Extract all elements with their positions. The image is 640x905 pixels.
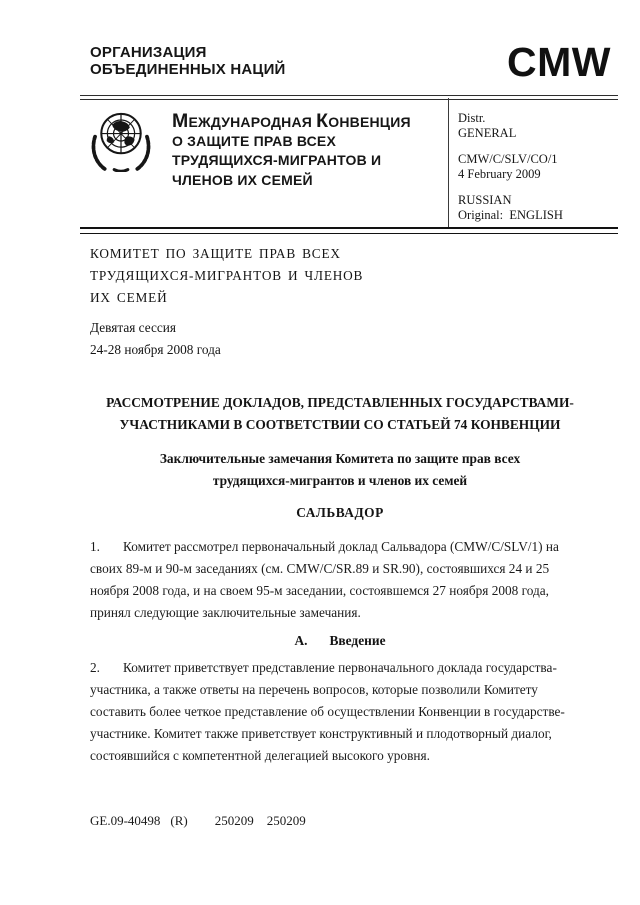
report-title bbox=[90, 392, 590, 436]
session-dates: 24-28 ноября 2008 года bbox=[90, 342, 221, 357]
footer-code-1: 250209 bbox=[214, 813, 254, 828]
committee-line1: КОМИТЕТ ПО ЗАЩИТЕ ПРАВ ВСЕХ bbox=[90, 246, 341, 261]
document-series-symbol: CMW bbox=[507, 39, 611, 85]
horizontal-rule-thick bbox=[80, 227, 618, 234]
distr-value: GENERAL bbox=[458, 125, 517, 140]
report-subtitle bbox=[90, 448, 590, 492]
report-title-line2: УЧАСТНИКАМИ В СООТВЕТСТВИИ СО СТАТЬЕЙ 74 КОНВЕНЦИИ bbox=[119, 417, 561, 432]
paragraph-1-text: Комитет рассмотрел первоначальный доклад Сальвадора (CMW/C/SLV/1) на своих 89-м и 90-м заседаниях (см. CMW/C/SR.89 и SR.90), состоявшихся 24 и 25 ноября 2008 года, и на своем 95-м заседании, состоявшемся 27 ноября 2008 года, принял следующие заключительные замечания. bbox=[90, 539, 559, 620]
distr-group bbox=[458, 111, 563, 140]
committee-line3: ИХ СЕМЕЙ bbox=[90, 290, 168, 305]
paragraph-1-number: 1. bbox=[90, 539, 100, 554]
title-initial-m: М bbox=[172, 110, 189, 132]
un-organization-name bbox=[90, 45, 286, 78]
paragraph-2-text: Комитет приветствует представление первоначального доклада государства-участника, а также ответы на перечень вопросов, которые позволили Комитету составить более четкое представление об осуществлении Конвенции в государстве-участнике. Комитет также приветствует конструктивный и плодотворный диалог, состоявшийся с компетентной делегацией высокого уровня. bbox=[90, 660, 565, 763]
org-name-line2: ОБЪЕДИНЕННЫХ НАЦИЙ bbox=[90, 60, 286, 78]
committee-line2: ТРУДЯЩИХСЯ-МИГРАНТОВ И ЧЛЕНОВ bbox=[90, 268, 364, 283]
doc-number: CMW/C/SLV/CO/1 bbox=[458, 152, 558, 166]
section-a-heading bbox=[90, 630, 590, 652]
un-emblem-icon bbox=[87, 106, 155, 177]
footer-ge-number: GE.09-40498 bbox=[90, 813, 161, 828]
title-word1-rest: ЕЖДУНАРОДНАЯ bbox=[188, 114, 313, 130]
section-a-number: A. bbox=[294, 633, 308, 648]
session-number: Девятая сессия bbox=[90, 320, 177, 335]
doc-language: RUSSIAN bbox=[458, 193, 512, 207]
un-emblem-graphic bbox=[87, 106, 155, 172]
convention-title-line1 bbox=[172, 112, 411, 132]
distr-label: Distr. bbox=[458, 111, 486, 125]
committee-heading bbox=[90, 243, 363, 309]
doc-number-group bbox=[458, 152, 563, 181]
paragraph-2-number: 2. bbox=[90, 660, 100, 675]
horizontal-rule-top bbox=[80, 95, 618, 100]
footer-code-2: 250209 bbox=[266, 813, 306, 828]
document-footer bbox=[90, 813, 306, 829]
report-title-line1: РАССМОТРЕНИЕ ДОКЛАДОВ, ПРЕДСТАВЛЕННЫХ ГОСУДАРСТВАМИ- bbox=[106, 395, 574, 410]
language-group bbox=[458, 193, 563, 222]
doc-date: 4 February 2009 bbox=[458, 166, 541, 181]
convention-title-line2: О ЗАЩИТЕ ПРАВ ВСЕХ bbox=[172, 133, 337, 150]
vertical-divider bbox=[448, 98, 449, 228]
paragraph-1 bbox=[90, 536, 584, 624]
paragraph-2 bbox=[90, 657, 584, 767]
doc-original-language: Original: ENGLISH bbox=[458, 207, 563, 222]
convention-title bbox=[172, 112, 411, 190]
convention-title-line3: ТРУДЯЩИХСЯ-МИГРАНТОВ И bbox=[172, 152, 382, 169]
footer-language-code: (R) bbox=[170, 813, 188, 828]
report-subtitle-line1: Заключительные замечания Комитета по защите прав всех bbox=[159, 451, 521, 466]
convention-title-line4: ЧЛЕНОВ ИХ СЕМЕЙ bbox=[172, 171, 313, 188]
distribution-block bbox=[458, 111, 563, 234]
org-name-line1: ОРГАНИЗАЦИЯ bbox=[90, 44, 207, 61]
title-word2-rest: ОНВЕНЦИЯ bbox=[328, 114, 411, 130]
session-info bbox=[90, 317, 221, 361]
section-a-title: Введение bbox=[329, 633, 386, 648]
title-initial-k: К bbox=[316, 110, 329, 132]
country-heading: САЛЬВАДОР bbox=[296, 505, 384, 520]
report-subtitle-line2: трудящихся-мигрантов и членов их семей bbox=[212, 473, 468, 488]
